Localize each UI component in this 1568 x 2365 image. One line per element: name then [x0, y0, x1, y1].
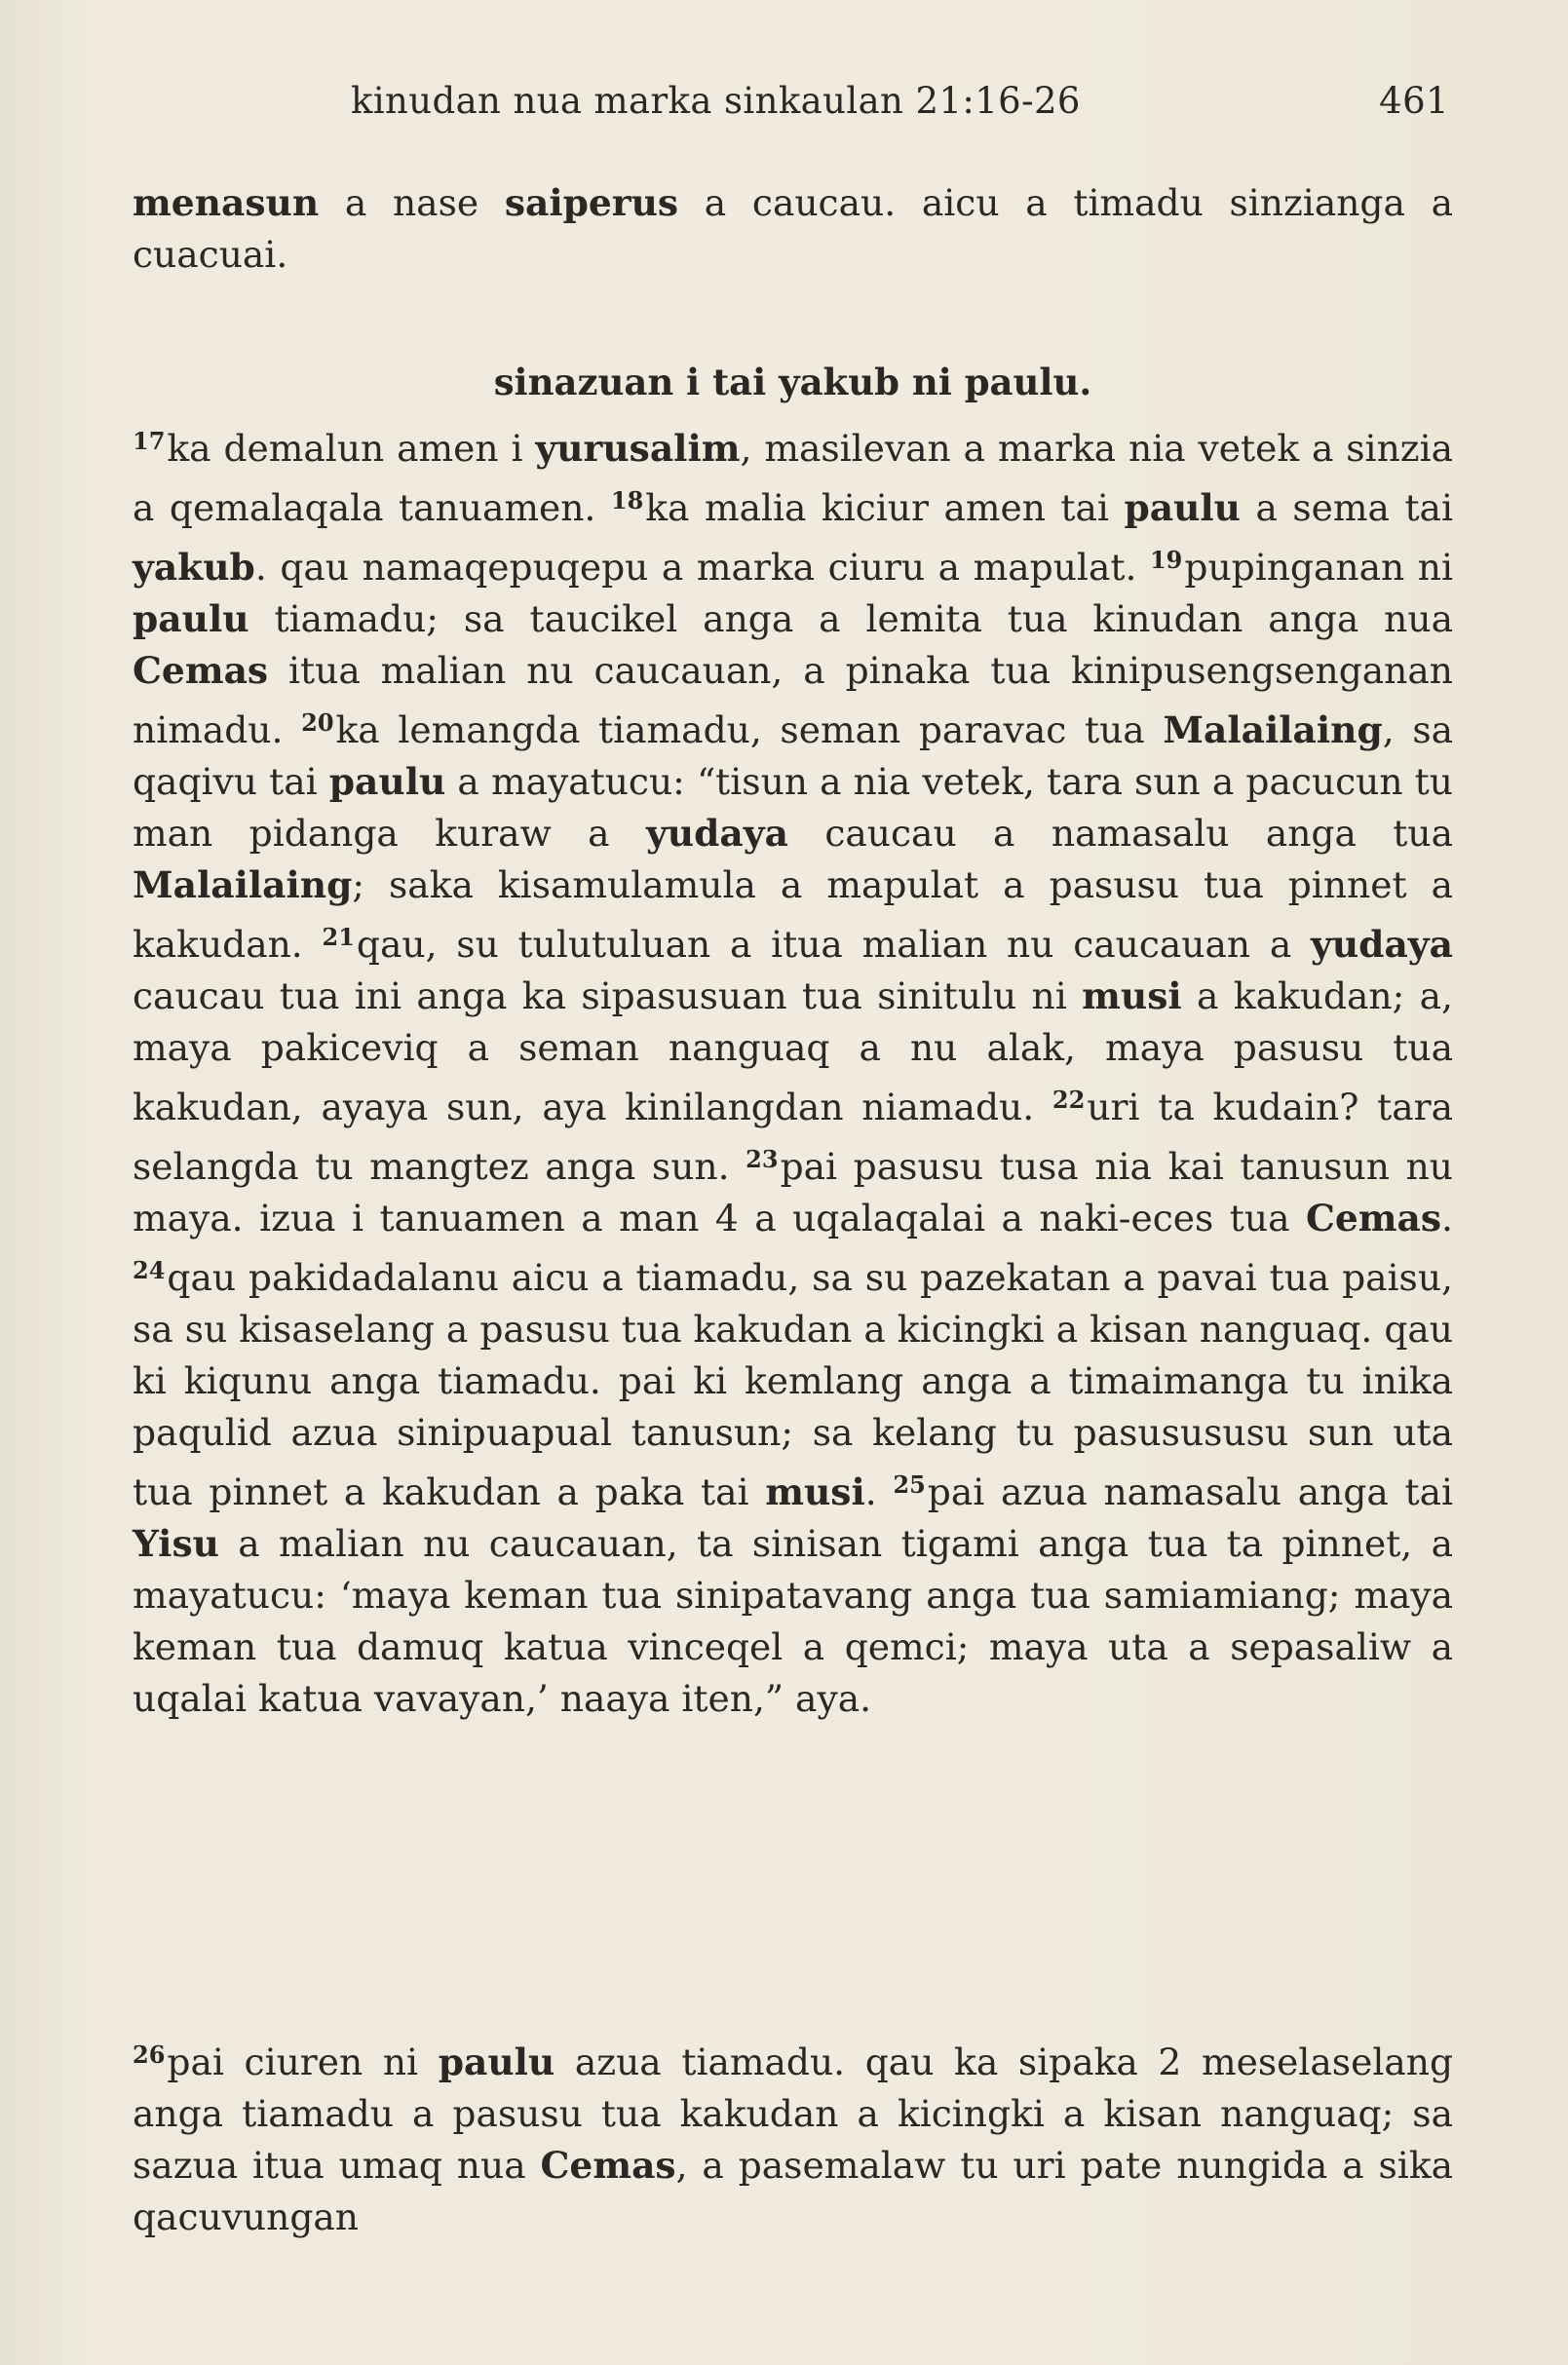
text-run: a mayatucu: “tisun a nia vetek, tara sun a pacucun tu man pidanga kuraw a — [133, 760, 1453, 855]
bold-name: paulu — [328, 760, 446, 803]
verse-number-22: 22 — [1052, 1086, 1086, 1114]
bold-name: musi — [765, 1470, 865, 1513]
text-run: a kakudan; a, maya pakiceviq a seman nanguaq a nu alak, maya pasusu tua kakudan, ayaya sun, aya kinilangdan niamadu. — [133, 974, 1453, 1128]
bold-name: yudaya — [645, 812, 788, 855]
text-run: . qau namaqepuqepu a marka ciuru a mapulat. — [254, 546, 1150, 589]
text-run: , sa qaqivu tai — [133, 708, 1454, 803]
text-run: , masilevan a marka nia vetek a sinzia a qemalaqala tanuamen. — [133, 427, 1453, 529]
text-run: a caucau. aicu a timadu sinzianga a cuacuai. — [133, 181, 1454, 276]
page-number: 461 — [1379, 80, 1449, 122]
text-run: ; saka kisamulamula a mapulat a pasusu tua pinnet a kakudan. — [133, 863, 1453, 966]
text-run: , a pasemalaw tu uri pate nungida a sika qacuvungan — [133, 2144, 1453, 2238]
text-run: pupinganan ni — [1184, 546, 1453, 589]
bold-name: Malailaing — [1163, 708, 1383, 751]
text-run: qau, su tulutuluan a itua malian nu caucauan a — [356, 923, 1312, 966]
bold-name: yudaya — [1311, 923, 1453, 966]
section-heading: sinazuan i tai yakub ni paulu. — [493, 361, 1092, 403]
bold-name: paulu — [133, 597, 249, 640]
verse-number-26: 26 — [133, 2041, 166, 2069]
running-title: kinudan nua marka sinkaulan 21:16-26 — [351, 80, 1081, 122]
text-run: . — [864, 1470, 894, 1513]
text-run: tiamadu; sa taucikel anga a lemita tua kinudan anga nua — [249, 597, 1453, 640]
bold-name: saiperus — [504, 181, 679, 224]
text-run: . — [1441, 1197, 1453, 1240]
bold-name: yakub — [133, 546, 255, 589]
bold-name: Yisu — [133, 1522, 219, 1565]
text-run: ka demalun amen i — [167, 427, 536, 470]
verse-number-21: 21 — [322, 923, 355, 951]
page-header — [351, 80, 1449, 122]
text-run: qau pakidadalanu aicu a tiamadu, sa su pazekatan a pavai tua paisu, sa su kisaselang a pasusu tua kakudan a kicingki a kisan nanguaq. qau ki kiqunu anga tiamadu. pai ki kemlang anga a timaimanga tu inika paqulid azua sinipuapual tanusun; sa kelang tu pasusususu sun uta tua pinnet a kakudan a paka tai — [133, 1256, 1453, 1513]
text-run: a malian nu caucauan, ta sinisan tigami anga tua ta pinnet, a mayatucu: ‘maya keman tua sinipatavang anga tua samiamiang; maya keman tua damuq katua vinceqel a qemci; maya uta a sepasaliw a uqalai katua vavayan,’ naaya iten,” aya. — [133, 1522, 1453, 1720]
verse-number-19: 19 — [1149, 546, 1183, 574]
text-run: pai ciuren ni — [167, 2041, 439, 2083]
text-run: a sema tai — [1241, 486, 1453, 529]
bold-name: Cemas — [133, 649, 269, 692]
verse-number-24: 24 — [133, 1256, 166, 1284]
bold-name: paulu — [438, 2041, 555, 2083]
verse-number-17: 17 — [133, 427, 166, 455]
verse-number-25: 25 — [893, 1470, 926, 1499]
bold-name: yurusalim — [535, 427, 741, 470]
text-run: azua tiamadu. qau ka sipaka 2 meselaselang anga tiamadu a pasusu tua kakudan a kicingki a kisan nanguaq; sa sazua itua umaq nua — [133, 2041, 1454, 2187]
text-run: ka lemangda tiamadu, seman paravac tua — [335, 708, 1164, 751]
text-run: uri ta kudain? tara selangda tu mangtez anga sun. — [133, 1086, 1453, 1188]
text-run: caucau a namasalu anga tua — [787, 812, 1453, 855]
continuation-paragraph — [133, 177, 1453, 281]
main-paragraph — [133, 415, 1453, 1725]
verse-number-23: 23 — [746, 1145, 779, 1173]
verse-number-18: 18 — [610, 486, 644, 515]
bold-name: paulu — [1124, 486, 1241, 529]
verse-number-20: 20 — [301, 708, 334, 737]
text-run: a nase — [319, 181, 505, 224]
bold-name: Cemas — [540, 2144, 676, 2187]
bold-name: musi — [1082, 974, 1182, 1017]
text-run: itua malian nu caucauan, a pinaka tua kinipusengsenganan nimadu. — [133, 649, 1453, 751]
text-run: pai azua namasalu anga tai — [927, 1470, 1454, 1513]
final-paragraph — [133, 2029, 1453, 2243]
bold-name: Cemas — [1305, 1197, 1442, 1240]
text-run: caucau tua ini anga ka sipasusuan tua sinitulu ni — [133, 974, 1083, 1017]
text-run: ka malia kiciur amen tai — [645, 486, 1125, 529]
bold-name: Malailaing — [133, 863, 353, 906]
text-run: pai pasusu tusa nia kai tanusun nu maya. izua i tanuamen a man 4 a uqalaqalai a naki-eces tua — [133, 1145, 1453, 1240]
bold-name: menasun — [133, 181, 320, 224]
